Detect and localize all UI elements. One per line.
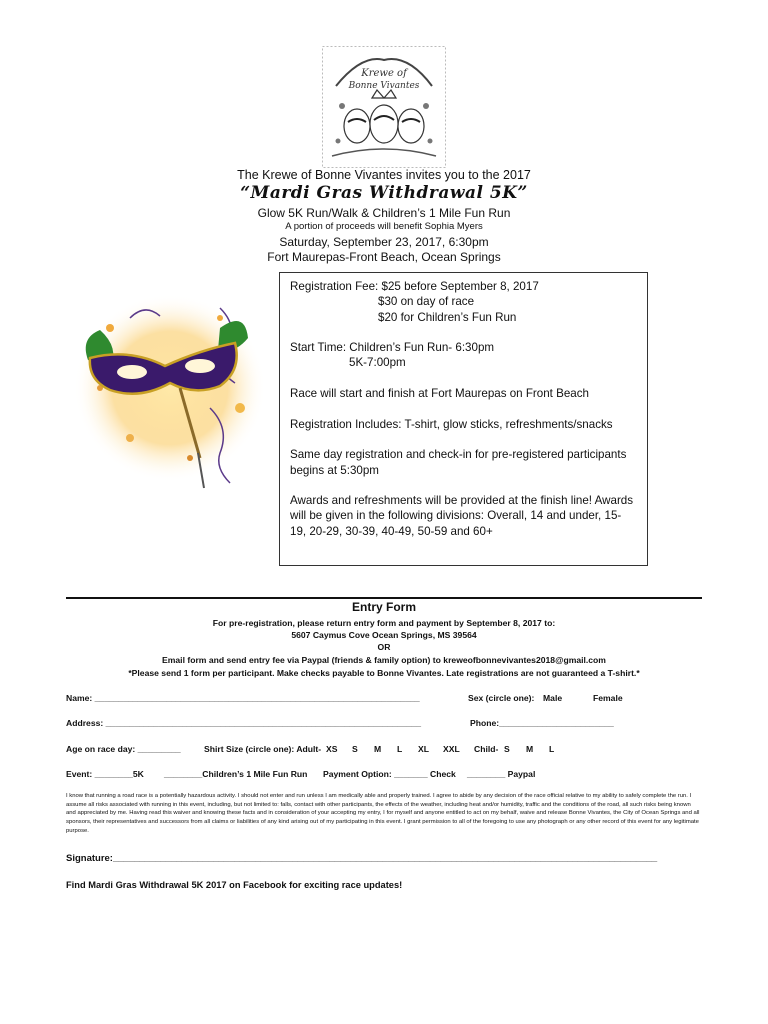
event-children-option[interactable]: ________Children’s 1 Mile Fun Run [164,769,308,779]
fee-children: $20 for Children’s Fun Run [378,310,517,324]
event-date: Saturday, September 23, 2017, 6:30pm [279,235,489,249]
child-size-label: Child- [474,744,499,754]
section-divider [66,597,702,599]
same-day-registration: Same day registration and check-in for pre-registered participants begins at 5:30pm [290,448,627,477]
entry-form-title: Entry Form [351,600,416,614]
mardi-gras-mask-image [70,288,270,500]
event-location: Fort Maurepas-Front Beach, Ocean Springs [267,250,501,264]
payment-check-option[interactable]: Payment Option: _______ Check [323,769,456,779]
email-instructions: Email form and send entry fee via Paypal (friends & family option) to kreweofbonnevivantes2018@gmail.com [162,655,606,665]
event-subtitle: Glow 5K Run/Walk & Children’s 1 Mile Fun Run [257,206,511,220]
start-time: Start Time: Children’s Fun Run- 6:30pm [290,341,495,355]
race-info-box [279,272,648,566]
race-location: Race will start and finish at Fort Maurepas on Front Beach [290,387,589,401]
awards-info: Awards and refreshments will be provided at the finish line! Awards will be given in the following divisions: Overall, 14 and under, 15-19, 20-29, 30-39, 40-49, 50-59 and 60+ [290,494,634,538]
child-size-m[interactable]: M [526,744,534,754]
child-size-l[interactable]: L [549,744,555,754]
phone-field[interactable]: Phone:________________________ [470,718,614,728]
liability-waiver: I know that running a road race is a potentially hazardous activity. I should not enter and run unless I am medically able and properly trained. I agree to abide by any decision of the race official relative to my ability to safely complete the run. I assume all risks associated with running in this event, including, but not limited to: falls, contact with other participants, the effects of the weather, including heat and/or humidity, traffic and the conditions of the road, all such risks being known and appreciated by me. Having read this waiver and knowing these facts and in consideration of your accepting my entry, I for myself and anyone entitled to act on my behalf, waive and release Bonne Vivantes, the City of Ocean Springs and all sponsors, their representatives and successors from all claims or liabilities of any kind arising out of my participating in this event. I grant permission to all of the foregoing to use any photograph or any other record of this event for any legitimate purpose. [66,793,700,834]
mailing-address: 5607 Caymus Cove Ocean Springs, MS 39564 [291,630,477,640]
krewe-logo [322,46,446,168]
invite-line: The Krewe of Bonne Vivantes invites you to the 2017 [237,168,531,182]
entry-note: *Please send 1 form per participant. Make checks payable to Bonne Vivantes. Late registrations are not guaranteed a T-shirt.* [128,668,640,678]
facebook-note: Find Mardi Gras Withdrawal 5K 2017 on Facebook for exciting race updates! [66,880,403,890]
registration-includes: Registration Includes: T-shirt, glow sticks, refreshments/snacks [290,417,613,431]
or-separator: OR [377,642,391,652]
fee-day-of-race: $30 on day of race [378,295,475,309]
shirt-size-label: Shirt Size (circle one): Adult- [204,744,322,754]
sex-label: Sex (circle one): [468,693,535,703]
benefit-line: A portion of proceeds will benefit Sophia Myers [285,221,483,232]
start-time-5k: 5K-7:00pm [349,356,406,370]
size-l[interactable]: L [397,744,403,754]
size-xl[interactable]: XL [418,744,429,754]
age-field[interactable]: Age on race day: _________ [66,744,181,754]
sex-male-option[interactable]: Male [543,693,563,703]
child-size-s[interactable]: S [504,744,510,754]
fee-line: Registration Fee: $25 before September 8, 2017 [290,280,539,293]
address-field[interactable]: Address: __________________________________________________________________ [66,718,422,728]
size-m[interactable]: M [374,744,382,754]
size-s[interactable]: S [352,744,358,754]
event-5k-option[interactable]: Event: ________5K [66,769,144,779]
sex-female-option[interactable]: Female [593,693,623,703]
payment-paypal-option[interactable]: ________ Paypal [467,769,536,779]
svg-text:Bonne Vivantes: Bonne Vivantes [348,81,420,91]
size-xs[interactable]: XS [326,744,338,754]
size-xxl[interactable]: XXL [443,744,460,754]
entry-instructions: For pre-registration, please return entry form and payment by September 8, 2017 to: [212,618,556,628]
svg-text:Krewe of: Krewe of [361,68,407,79]
event-title: “Mardi Gras Withdrawal 5K” [240,183,528,203]
name-field[interactable]: Name: ____________________________________________________________________ [66,693,420,703]
signature-field[interactable]: Signature:_______________________________________________________________________________________________________ [66,853,658,864]
